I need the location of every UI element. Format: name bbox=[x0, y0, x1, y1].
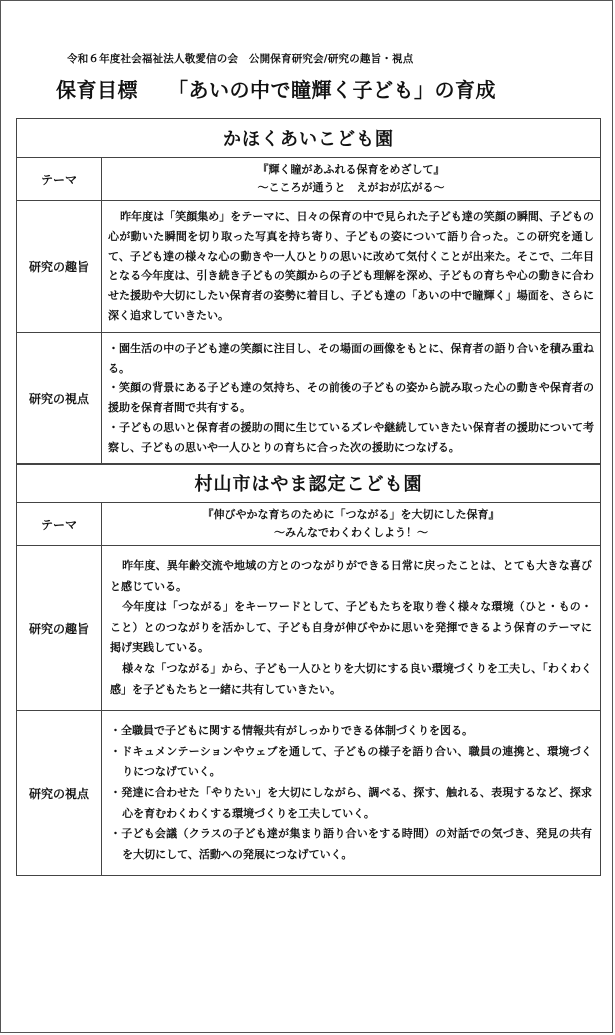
viewpoint-item: ・子どもの思いと保育者の援助の間に生じているズレや継続していきたい保育者の援助について考察し、子どもの思いや一人ひとりの育ちに合った次の援助につなげる。 bbox=[108, 420, 594, 454]
goal-label: 保育目標 bbox=[56, 78, 138, 102]
theme-label: テーマ bbox=[17, 158, 102, 201]
theme-cell bbox=[102, 503, 601, 546]
document-title bbox=[56, 74, 496, 103]
school-name: かほくあいこども園 bbox=[17, 119, 601, 158]
viewpoint-cell bbox=[102, 711, 601, 876]
purpose-paragraph: 様々な「つながる」から、子ども一人ひとりを大切にする良い環境づくりを工夫し、「わくわく感」を子どもたちと一緒に共有していきたい。 bbox=[110, 661, 592, 696]
theme-label: テーマ bbox=[17, 503, 102, 546]
theme-subtitle: ～こころが通うと えがおが広がる～ bbox=[257, 181, 445, 194]
viewpoint-item: ・園生活の中の子ども達の笑顔に注目し、その場面の画像をもとに、保育者の語り合いを積み重ねる。 bbox=[108, 341, 594, 375]
viewpoint-label: 研究の視点 bbox=[17, 711, 102, 876]
viewpoint-label: 研究の視点 bbox=[17, 332, 102, 464]
school-name: 村山市はやま認定こども園 bbox=[17, 464, 601, 503]
school-section-kahoku bbox=[16, 118, 601, 465]
purpose-paragraph: 昨年度、異年齢交流や地域の方とのつながりができる日常に戻ったことは、とても大きな喜びと感じている。 bbox=[110, 559, 592, 593]
purpose-paragraph: 今年度は「つながる」をキーワードとして、子どもたちを取り巻く様々な環境（ひと・もの・こと）とのつながりを活かして、子ども自身が伸びやかに思いを発揮できるよう保育のテーマに掲げ実践している。 bbox=[110, 600, 592, 655]
theme-title: 『輝く瞳があふれる保育をめざして』 bbox=[257, 163, 445, 176]
theme-title: 『伸びやかな育ちのために「つながる」を大切にした保育』 bbox=[202, 508, 500, 521]
purpose-cell bbox=[102, 546, 601, 711]
viewpoint-item: ・笑顔の背景にある子ども達の気持ち、その前後の子どもの姿から読み取った心の動きや保育者の援助を保育者間で共有する。 bbox=[108, 381, 594, 415]
goal-text: 「あいの中で瞳輝く子ども」の育成 bbox=[168, 78, 496, 102]
theme-cell bbox=[102, 158, 601, 201]
viewpoint-item: ・子ども会議（クラスの子ども達が集まり語り合いをする時間）の対話での気づき、発見の共有を大切にして、活動への発展につなげていく。 bbox=[110, 827, 592, 861]
viewpoint-item: ・ドキュメンテーションやウェブを通して、子どもの様子を語り合い、職員の連携と、環境づくりにつなげていく。 bbox=[110, 744, 592, 779]
viewpoint-item: ・全職員で子どもに関する情報共有がしっかりできる体制づくりを図る。 bbox=[110, 724, 473, 738]
document-subtitle: 令和６年度社会福祉法人敬愛信の会 公開保育研究会/研究の趣旨・視点 bbox=[67, 53, 414, 65]
purpose-label: 研究の趣旨 bbox=[17, 201, 102, 333]
viewpoint-item: ・発達に合わせた「やりたい」を大切にしながら、調べる、探す、触れる、表現するなど、探求心を育むわくわくする環境づくりを工夫していく。 bbox=[110, 785, 592, 820]
theme-subtitle: ～みんなでわくわくしよう！～ bbox=[274, 526, 428, 539]
purpose-paragraph: 昨年度は「笑顔集め」をテーマに、日々の保育の中で見られた子ども達の笑顔の瞬間、子どもの心が動いた瞬間を切り取った写真を持ち寄り、子どもの姿について語り合った。この研究を通して、子ども達の様々な心の動きや一人ひとりの思いに改めて気付くことが出来た。そこで、二年目となる今年度は、引き続き子どもの笑顔からの子ども理解を深め、子どもの育ちや心の動きに合わせた援助や大切にしたい保育者の姿勢に着目し、子ども達の「あいの中で瞳輝く」場面を、さらに深く追求していきたい。 bbox=[108, 210, 594, 322]
viewpoint-cell bbox=[102, 332, 601, 464]
purpose-cell bbox=[102, 201, 601, 333]
purpose-label: 研究の趣旨 bbox=[17, 546, 102, 711]
school-section-hayama bbox=[16, 463, 601, 876]
